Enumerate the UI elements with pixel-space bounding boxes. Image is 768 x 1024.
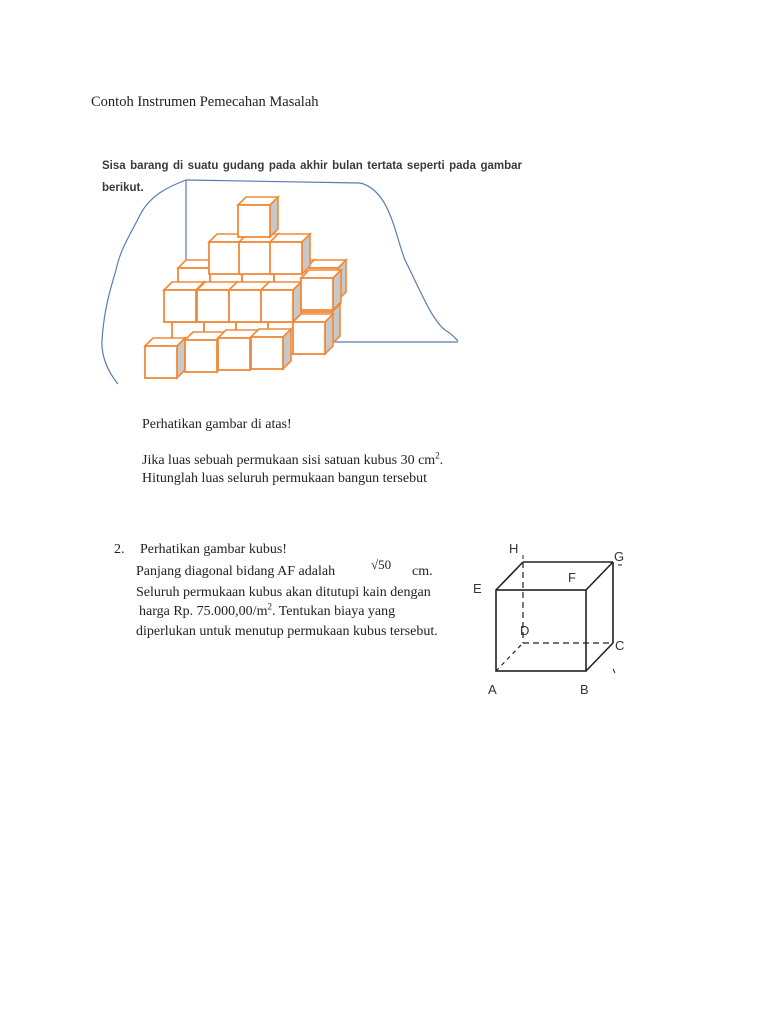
cube-front-face <box>197 290 229 322</box>
cube-front-face <box>251 337 283 369</box>
problem2-line1 <box>136 564 335 580</box>
cube-front-face <box>239 242 271 274</box>
unit-cube <box>145 338 185 378</box>
cube-front-face <box>270 242 302 274</box>
cube-front-face <box>229 290 261 322</box>
cube-top-face <box>293 314 333 322</box>
cube-top-face <box>270 234 310 242</box>
vertex-label-G: G <box>614 549 625 564</box>
unit-cube <box>261 282 301 322</box>
cube-top-face <box>251 329 291 337</box>
figure1-caption-line2: berikut. <box>102 182 144 194</box>
problem2-line2: Seluruh permukaan kubus akan ditutupi kain dengan <box>136 585 431 600</box>
figure1-stacked-cubes <box>0 0 768 420</box>
problem1-instruction: Perhatikan gambar di atas! <box>142 417 292 432</box>
problem2-line3-start: harga Rp. 75.000,00/m <box>139 604 268 619</box>
vertex-label-C: C <box>615 638 625 653</box>
cube-top-face <box>261 282 301 290</box>
problem2-instruction: Perhatikan gambar kubus! <box>140 542 287 557</box>
vertex-label-A: A <box>488 682 497 697</box>
problem2-line3-exponent: 2 <box>267 601 272 612</box>
cube-front-face <box>238 205 270 237</box>
figure1-caption-line1: Sisa barang di suatu gudang pada akhir bulan tertata seperti pada gambar <box>102 160 522 172</box>
unit-cube <box>238 197 278 237</box>
unit-cube <box>293 314 333 354</box>
cube-edge-EH <box>496 562 523 590</box>
problem1-given-text: Jika luas sebuah permukaan sisi satuan kubus 30 cm <box>142 453 436 468</box>
cube-top-face <box>301 270 341 278</box>
cube-tick-c <box>613 669 615 673</box>
sqrt-value: √50 <box>371 557 392 572</box>
cube-front-face <box>218 338 250 370</box>
vertex-label-F: F <box>568 570 576 585</box>
problem2-line4: diperlukan untuk menutup permukaan kubus tersebut. <box>136 624 438 639</box>
vertex-label-H: H <box>509 541 519 556</box>
unit-cube <box>270 234 310 274</box>
unit-cube <box>251 329 291 369</box>
vertex-label-B: B <box>580 682 589 697</box>
problem1-given <box>142 450 444 469</box>
cube-front-face <box>164 290 196 322</box>
problem2-line3-end: . Tentukan biaya yang <box>271 604 396 619</box>
problem2-number: 2. <box>114 542 125 557</box>
cube-top-face <box>238 197 278 205</box>
unit-cube <box>301 270 341 310</box>
cube-stack <box>145 197 346 378</box>
cube-front-face <box>301 278 333 310</box>
cube-front-face <box>185 340 217 372</box>
cube-front-face <box>496 590 586 671</box>
problem1-given-exponent: 2 <box>435 450 440 461</box>
cube-top-face <box>306 260 346 268</box>
problem1-question: Hitunglah luas seluruh permukaan bangun tersebut <box>142 471 427 486</box>
cube-front-face <box>293 322 325 354</box>
cube-front-face <box>261 290 293 322</box>
vertex-label-D: D <box>520 623 530 638</box>
cube-front-face <box>209 242 241 274</box>
cube-edge-FG <box>586 562 613 590</box>
problem2-line1-start: Panjang diagonal bidang AF adalah <box>136 564 336 579</box>
vertex-label-E: E <box>473 581 482 596</box>
cube-top-face <box>145 338 185 346</box>
problem2-line3 <box>139 601 396 620</box>
cube-hidden-edge-AD <box>496 643 523 671</box>
document-title: Contoh Instrumen Pemecahan Masalah <box>91 94 319 110</box>
problem2-line1-end: cm. <box>412 564 433 579</box>
cube-edge-BC <box>586 643 613 671</box>
problem1-given-end: . <box>439 453 444 468</box>
cube-front-face <box>145 346 177 378</box>
